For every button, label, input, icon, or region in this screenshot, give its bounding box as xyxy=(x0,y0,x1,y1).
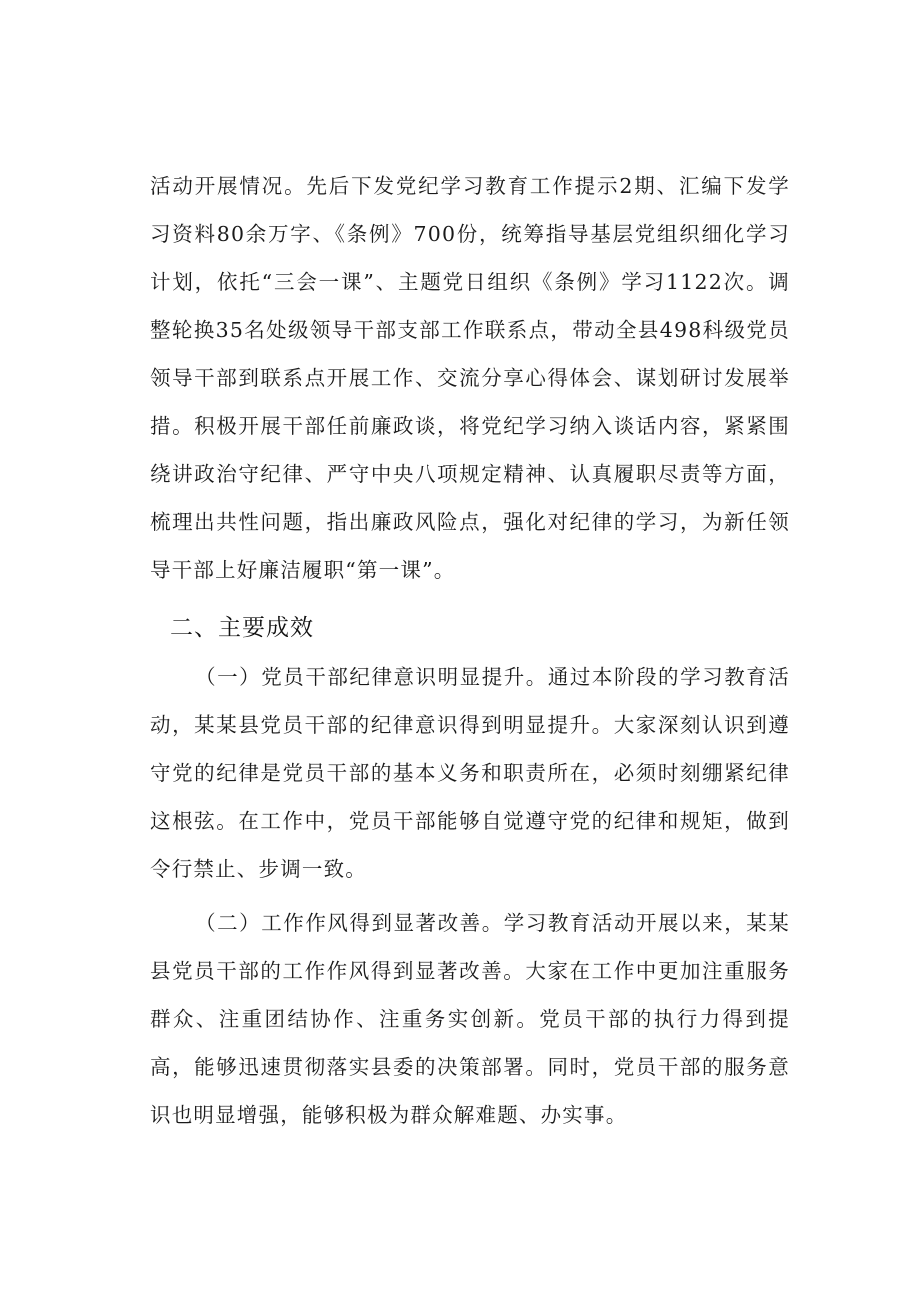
paragraph-discipline-awareness: （一）党员干部纪律意识明显提升。通过本阶段的学习教育活动，某某县党员干部的纪律意识得到明显提升。大家深刻认识到遵守党的纪律是党员干部的基本义务和职责所在，必须时刻绷紧纪律这根弦。在工作中，党员干部能够自觉遵守党的纪律和规矩，做到令行禁止、步调一致。 xyxy=(150,665,790,881)
paragraph-activity-summary: 活动开展情况。先后下发党纪学习教育工作提示2期、汇编下发学习资料80余万字、《条例》700份，统筹指导基层党组织细化学习计划，依托“三会一课”、主题党日组织《条例》学习1122次。调整轮换35名处级领导干部支部工作联系点，带动全县498科级党员领导干部到联系点开展工作、交流分享心得体会、谋划研讨发展举措。积极开展干部任前廉政谈，将党纪学习纳入谈话内容，紧紧围绕讲政治守纪律、严守中央八项规定精神、认真履职尽责等方面，梳理出共性问题，指出廉政风险点，强化对纪律的学习，为新任领导干部上好廉洁履职“第一课”。 xyxy=(150,174,790,582)
paragraph-work-style: （二）工作作风得到显著改善。学习教育活动开展以来，某某县党员干部的工作作风得到显著改善。大家在工作中更加注重服务群众、注重团结协作、注重务实创新。党员干部的执行力得到提高，能够迅速贯彻落实县委的决策部署。同时，党员干部的服务意识也明显增强，能够积极为群众解难题、办实事。 xyxy=(150,911,790,1127)
section-heading-main-results: 二、主要成效 xyxy=(170,615,314,641)
document-body xyxy=(150,162,790,1139)
paragraph-gap xyxy=(150,594,790,600)
